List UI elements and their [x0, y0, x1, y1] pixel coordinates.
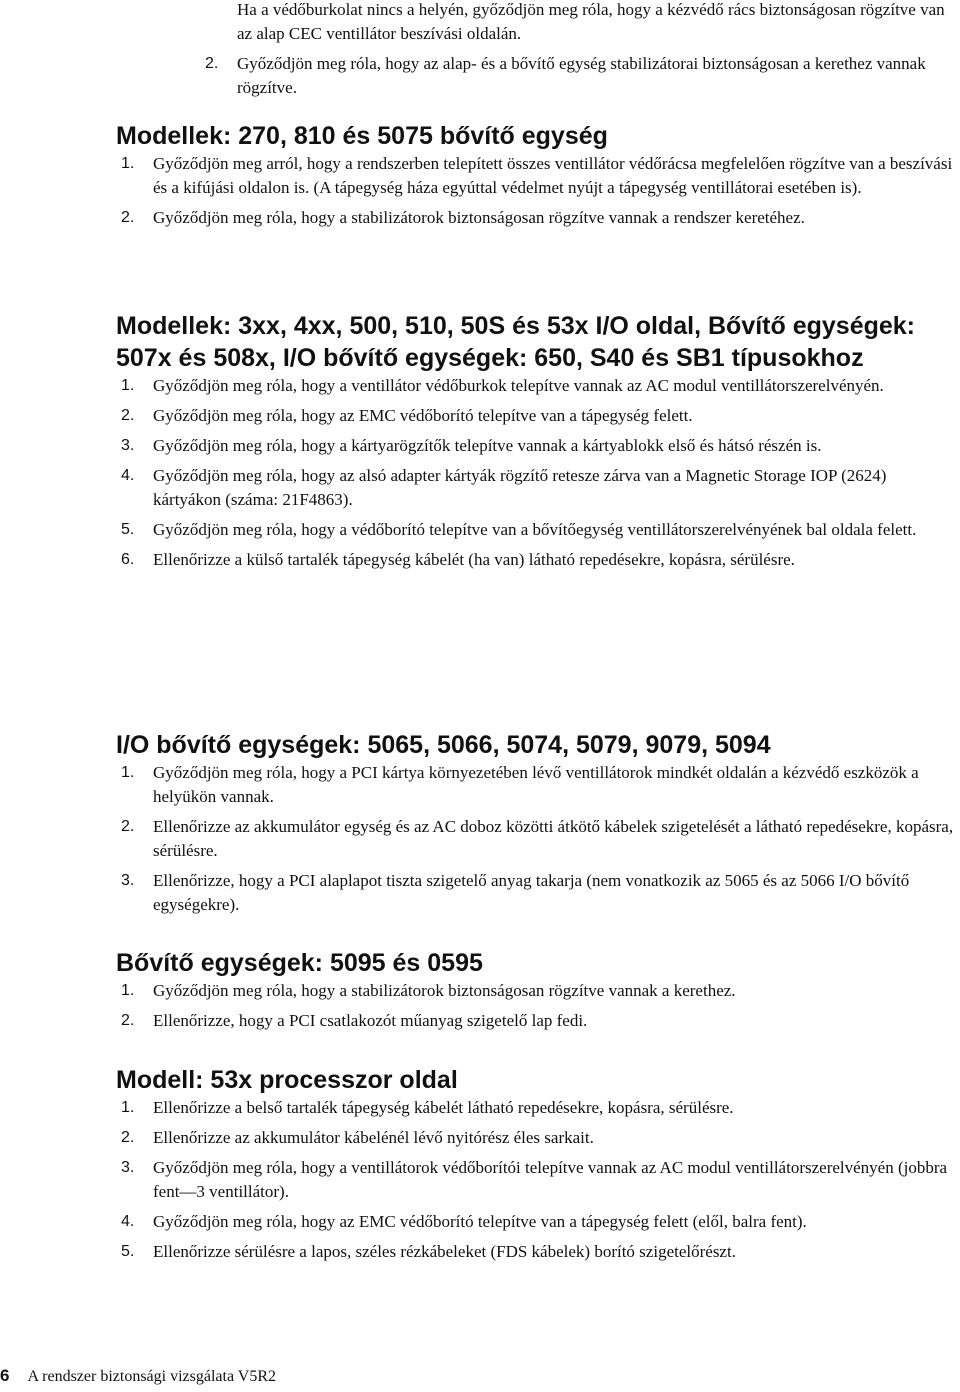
item-text: Győződjön meg róla, hogy a kártyarögzítők telepítve vannak a kártyablokk első és hátsó részén is.	[153, 436, 822, 455]
section-list	[116, 1096, 956, 1264]
list-item	[116, 1009, 956, 1033]
page-footer	[0, 1365, 276, 1388]
item-text: Ellenőrizze, hogy a PCI alaplapot tiszta szigetelő anyag takarja (nem vonatkozik az 5065 és az 5066 I/O bővítő egységekre).	[153, 871, 910, 914]
item-number: 2.	[121, 818, 135, 835]
list-item	[200, 0, 955, 46]
section-expansion-5095-0595	[116, 947, 956, 1039]
item-text: Ellenőrizze sérülésre a lapos, széles rézkábeleket (FDS kábelek) borító szigetelőrészt.	[153, 1242, 736, 1261]
item-number: 1.	[121, 155, 135, 172]
item-text: Ha a védőburkolat nincs a helyén, győződjön meg róla, hogy a kézvédő rács biztonságosan rögzítve van az alap CEC ventillátor beszívási oldalán.	[237, 0, 945, 43]
list-item	[116, 1240, 956, 1264]
item-number: 3.	[121, 1159, 135, 1176]
section-heading: Modell: 53x processzor oldal	[116, 1066, 458, 1094]
list-item	[116, 518, 956, 542]
item-text: Győződjön meg róla, hogy a ventillátor védőburkok telepítve vannak az AC modul ventillátorszerelvényén.	[153, 376, 884, 395]
list-item	[116, 434, 956, 458]
list-item	[116, 404, 956, 428]
item-number: 3.	[121, 872, 135, 889]
item-number: 4.	[121, 1213, 135, 1230]
list-item	[200, 52, 955, 100]
item-text: Ellenőrizze, hogy a PCI csatlakozót műanyag szigetelő lap fedi.	[153, 1011, 588, 1030]
list-item	[116, 1210, 956, 1234]
item-number: 2.	[121, 1012, 135, 1029]
item-text: Ellenőrizze a külső tartalék tápegység kábelét (ha van) látható repedésekre, kopásra, sérülésre.	[153, 550, 795, 569]
item-number: 2.	[205, 55, 219, 72]
section-heading: Modellek: 3xx, 4xx, 500, 510, 50S és 53x I/O oldal, Bővítő egységek: 507x és 508x, I/O bővítő egységek: 650, S40 és SB1 típusokhoz	[116, 312, 916, 372]
item-number: 1.	[121, 764, 135, 781]
list-item	[116, 761, 956, 809]
intro-list	[200, 0, 955, 100]
item-text: Győződjön meg róla, hogy a védőborító telepítve van a bővítőegység ventillátorszerelvényének bal oldala felett.	[153, 520, 917, 539]
item-number: 6.	[121, 551, 135, 568]
section-heading: Bővítő egységek: 5095 és 0595	[116, 949, 483, 977]
item-text: Győződjön meg arról, hogy a rendszerben telepített összes ventillátor védőrácsa megfelelően rögzítve van a beszívási és a kifújási oldalon is. (A tápegység háza egyúttal védelmet nyújt a tápegység ventillátorai esetében is).	[153, 154, 953, 197]
item-number: 3.	[121, 437, 135, 454]
item-text: Ellenőrizze az akkumulátor kábelénél lévő nyitórész éles sarkait.	[153, 1128, 594, 1147]
section-model-53x-processor	[116, 1064, 956, 1270]
section-io-expansion-units	[116, 729, 956, 923]
section-models-3xx-4xx	[116, 310, 956, 578]
list-item	[116, 815, 956, 863]
footer-title: A rendszer biztonsági vizsgálata V5R2	[27, 1368, 276, 1385]
item-text: Győződjön meg róla, hogy az EMC védőborító telepítve van a tápegység felett.	[153, 406, 693, 425]
section-list	[116, 374, 956, 572]
list-item	[116, 548, 956, 572]
section-heading: I/O bővítő egységek: 5065, 5066, 5074, 5079, 9079, 5094	[116, 731, 771, 759]
list-item	[116, 464, 956, 512]
item-number: 2.	[121, 407, 135, 424]
page-number: 6	[0, 1366, 10, 1385]
item-number: 2.	[121, 209, 135, 226]
item-text: Győződjön meg róla, hogy a stabilizátorok biztonságosan rögzítve vannak a rendszer keretéhez.	[153, 208, 805, 227]
section-list	[116, 979, 956, 1033]
list-item	[116, 979, 956, 1003]
item-number: 1.	[121, 1099, 135, 1116]
item-text: Győződjön meg róla, hogy a stabilizátorok biztonságosan rögzítve vannak a kerethez.	[153, 981, 736, 1000]
item-number: 5.	[121, 521, 135, 538]
section-list	[116, 761, 956, 917]
item-text: Győződjön meg róla, hogy az EMC védőborító telepítve van a tápegység felett (elől, balra fent).	[153, 1212, 807, 1231]
item-text: Győződjön meg róla, hogy az alap- és a bővítő egység stabilizátorai biztonságosan a kerethez vannak rögzítve.	[237, 54, 926, 97]
section-models-270-810-5075	[116, 120, 956, 236]
list-item	[116, 869, 956, 917]
section-heading: Modellek: 270, 810 és 5075 bővítő egység	[116, 122, 608, 150]
list-item	[116, 1156, 956, 1204]
item-text: Ellenőrizze az akkumulátor egység és az AC doboz közötti átkötő kábelek szigetelését a látható repedésekre, kopásra, sérülésre.	[153, 817, 954, 860]
item-text: Győződjön meg róla, hogy a ventillátorok védőborítói telepítve vannak az AC modul ventillátorszerelvényén (jobbra fent—3 ventillátor).	[153, 1158, 948, 1201]
item-number: 5.	[121, 1243, 135, 1260]
list-item	[116, 1096, 956, 1120]
section-list	[116, 152, 956, 230]
item-text: Győződjön meg róla, hogy a PCI kártya környezetében lévő ventillátorok mindkét oldalán a kézvédő eszközök a helyükön vannak.	[153, 763, 919, 806]
item-number: 4.	[121, 467, 135, 484]
item-text: Ellenőrizze a belső tartalék tápegység kábelét látható repedésekre, kopásra, sérülésre.	[153, 1098, 734, 1117]
list-item	[116, 152, 956, 200]
intro-continuation	[200, 0, 955, 106]
item-number: 1.	[121, 377, 135, 394]
list-item	[116, 1126, 956, 1150]
item-number: 1.	[121, 982, 135, 999]
list-item	[116, 206, 956, 230]
item-text: Győződjön meg róla, hogy az alsó adapter kártyák rögzítő retesze zárva van a Magnetic Storage IOP (2624) kártyákon (száma: 21F4863).	[153, 466, 887, 509]
list-item	[116, 374, 956, 398]
item-number: 2.	[121, 1129, 135, 1146]
